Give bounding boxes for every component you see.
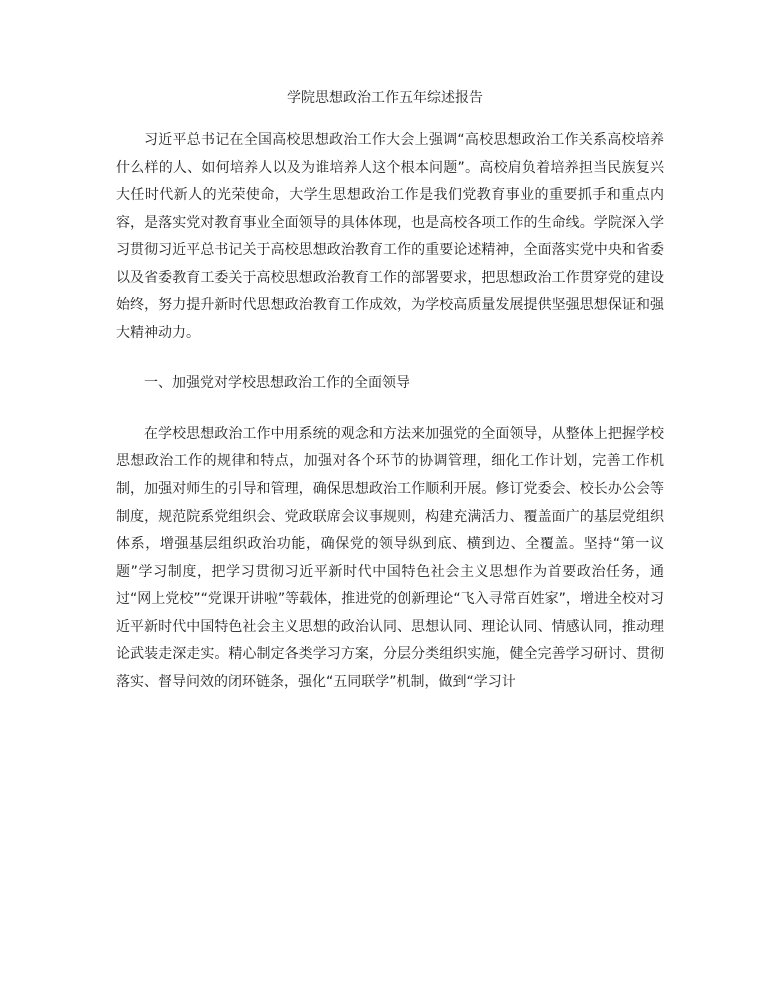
intro-paragraph: 习近平总书记在全国高校思想政治工作大会上强调“高校思想政治工作关系高校培养什么样的人、如何培养人以及为谁培养人这个根本问题”。高校肩负着培养担当民族复兴大任时代新人的光荣使命，大学生思想政治工作是我们党教育事业的重要抓手和重点内容，是落实党对教育事业全面领导的具体体现，也是高校各项工作的生命线。学院深入学习贯彻习近平总书记关于高校思想政治教育工作的重要论述精神，全面落实党中央和省委以及省委教育工委关于高校思想政治教育工作的部署要求，把思想政治工作贯穿党的建设始终，努力提升新时代思想政治教育工作成效，为学校高质量发展提供坚强思想保证和强大精神动力。 xyxy=(116,132,664,341)
document-title: 学院思想政治工作五年综述报告 xyxy=(287,90,483,106)
document-body xyxy=(116,127,664,696)
section-paragraph: 在学校思想政治工作中用系统的观念和方法来加强党的全面领导，从整体上把握学校思想政治工作的规律和特点，加强对各个环节的协调管理，细化工作计划，完善工作机制，加强对师生的引导和管理，确保思想政治工作顺利开展。修订党委会、校长办公会等制度，规范院系党组织会、党政联席会议事规则，构建充满活力、覆盖面广的基层党组织体系，增强基层组织政治功能，确保党的领导纵到底、横到边、全覆盖。坚持“第一议题”学习制度，把学习贯彻习近平新时代中国特色社会主义思想作为首要政治任务，通过“网上党校”“党课开讲啦”等载体，推进党的创新理论“飞入寻常百姓家”，增进全校对习近平新时代中国特色社会主义思想的政治认同、思想认同、理论认同、情感认同，推动理论武装走深走实。精心制定各类学习方案，分层分类组织实施，健全完善学习研讨、贯彻落实、督导问效的闭环链条，强化“五同联学”机制，做到“学习计 xyxy=(116,425,664,690)
section-heading: 一、加强党对学校思想政治工作的全面领导 xyxy=(144,375,410,392)
